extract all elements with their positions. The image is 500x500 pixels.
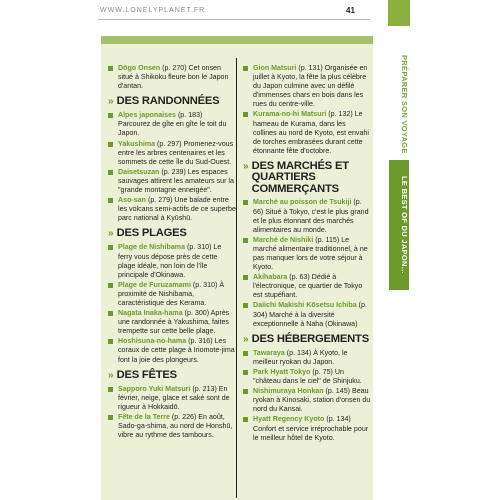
item-name: Alpes japonaises <box>118 111 176 120</box>
item-description: (p. 316) Les coraux de cette plage à Iriomote-jima font la joie des plongeurs. <box>118 337 235 364</box>
section-title: DES FÊTES <box>116 368 177 381</box>
item-description: (p. 279) Une balade entre les volcans semi-actifs de ce superbe parc national à Kyūshū. <box>118 196 236 223</box>
section-title: DES RANDONNÉES <box>116 95 220 108</box>
square-bullet-icon <box>108 245 113 250</box>
list-item <box>243 273 371 300</box>
list-item <box>108 413 236 440</box>
item-name: Aso-san <box>118 196 146 205</box>
header-divider <box>98 19 370 20</box>
sidebar-label-preparer: PRÉPARER SON VOYAGE <box>400 55 409 154</box>
item-name: Nagata Inaka-hama <box>118 309 183 318</box>
item-name: Park Hyatt Tokyo <box>253 367 311 376</box>
list-item <box>108 140 236 167</box>
item-name: Hyatt Regency Kyoto <box>253 415 325 424</box>
square-bullet-icon <box>243 275 248 280</box>
double-chevron-icon: » <box>108 96 114 108</box>
column-divider <box>236 58 237 498</box>
square-bullet-icon <box>108 142 113 147</box>
square-bullet-icon <box>108 339 113 344</box>
item-description: (p. 132) Le hameau de Kurama, dans les collines au nord de Kyoto, est envahi de torches embrasées durant cette étonnante fête d'octobre. <box>253 110 369 155</box>
double-chevron-icon: » <box>243 333 249 345</box>
page-number: 41 <box>346 6 355 15</box>
square-bullet-icon <box>243 303 248 308</box>
square-bullet-icon <box>108 198 113 203</box>
item-description: (p. 310) À proximité de Nishibama, caractéristique des Kerama. <box>118 280 225 307</box>
item-description: (p. 304) Marché à la diversité exceptionnelle à Naha (Okinawa) <box>253 301 367 328</box>
list-item <box>108 196 236 223</box>
list-item <box>108 243 236 279</box>
item-description: (p. 300) Après une randonnée à Yakushima, faites trempette sur cette belle plage. <box>118 309 230 336</box>
item-name: Gion Matsuri <box>253 64 297 72</box>
list-item <box>108 385 236 412</box>
list-item <box>243 301 371 328</box>
list-item <box>108 64 236 91</box>
item-name: Hoshisuna-no-hama <box>118 337 187 346</box>
item-description: (p. 115) Le marché alimentaire traditionnel, à ne pas manquer lors de votre séjour à Kyoto. <box>253 235 368 272</box>
square-bullet-icon <box>108 283 113 288</box>
item-name: Nishimuraya Honkan <box>253 387 324 396</box>
item-description: (p. 213) En février, neige, glace et saké sont de rigueur à Hokkaidō. <box>118 384 230 411</box>
list-item <box>243 349 371 367</box>
site-url: WWW.LONELYPLANET.FR <box>100 7 206 14</box>
item-name: Akihabara <box>253 273 288 282</box>
item-description: (p. 183) Parcourez de gîte en gîte le toit du Japon. <box>118 111 227 138</box>
section-heading-des-randonnees <box>108 96 236 108</box>
item-name: Fête de la Terre <box>118 412 170 421</box>
item-description: (p. 297) Promenez-vous entre les arbres centenaires et les sommets de cette île du Sud-Ouest. <box>118 139 234 166</box>
double-chevron-icon: » <box>108 228 114 240</box>
list-item <box>108 281 236 308</box>
square-bullet-icon <box>243 351 248 356</box>
item-description: (p. 66) Situé à Tokyo, c'est le plus grand et le plus étonnant des marchés alimentaires au monde. <box>253 198 369 234</box>
list-item <box>243 387 371 414</box>
item-name: Daiichi Makishi Kōsetsu Ichiba <box>253 301 357 310</box>
square-bullet-icon <box>243 200 248 205</box>
item-description: (p. 131) Organisée en juillet à Kyoto, la fête la plus célèbre du Japon culmine avec un défilé d'immenses chars en bois dans les rues du centre-ville. <box>253 64 368 109</box>
square-bullet-icon <box>243 112 248 117</box>
list-item <box>243 110 371 155</box>
square-bullet-icon <box>108 387 113 392</box>
left-column <box>108 64 236 441</box>
square-bullet-icon <box>108 170 113 175</box>
item-description: (p. 63) Dédié à l'électronique, ce quartier de Tokyo est stupéfiant. <box>253 273 363 300</box>
square-bullet-icon <box>243 238 248 243</box>
section-heading-des-hebergements <box>243 334 371 346</box>
item-description: (p. 239) Les espaces sauvages attirent les amateurs sur la "grande montagne enneigée". <box>118 167 234 195</box>
section-title: DES PLAGES <box>116 227 187 240</box>
section-heading-des-marches-et-quartiers-commercants <box>243 161 371 196</box>
double-chevron-icon: » <box>243 160 249 172</box>
item-description: (p. 145) Beau ryokan à Kinosaki, station d'onsen du nord du Kansai. <box>253 387 371 414</box>
item-name: Sapporo Yuki Matsuri <box>118 384 191 393</box>
item-name: Tawaraya <box>253 348 285 357</box>
item-name: Marché au poisson de Tsukiji <box>253 198 352 207</box>
item-description: (p. 75) Un "château dans le ciel" de Shinjuku. <box>253 367 362 386</box>
list-item <box>243 64 371 109</box>
double-chevron-icon: » <box>108 369 114 381</box>
sidebar-top-strip <box>388 0 410 26</box>
square-bullet-icon <box>108 66 113 71</box>
item-description: (p. 134) À Kyoto, le meilleur ryokan du Japon. <box>253 348 348 366</box>
item-description: (p. 270) Cet onsen situé à Shikoku fleure bon le Japon d'antan. <box>118 64 229 91</box>
list-item <box>108 168 236 195</box>
item-name: Plage de Nishibama <box>118 243 186 252</box>
item-name: Dōgo Onsen <box>118 64 161 72</box>
list-item <box>108 309 236 336</box>
list-item <box>243 415 371 442</box>
square-bullet-icon <box>243 389 248 394</box>
item-name: Kurama-no-hi Matsuri <box>253 110 327 119</box>
list-item <box>108 111 236 138</box>
item-name: Plage de Furuzamami <box>118 280 191 289</box>
list-item <box>243 368 371 386</box>
square-bullet-icon <box>108 113 113 118</box>
square-bullet-icon <box>243 417 248 422</box>
list-item <box>243 198 371 234</box>
section-heading-des-plages <box>108 228 236 240</box>
square-bullet-icon <box>108 415 113 420</box>
square-bullet-icon <box>243 66 248 71</box>
square-bullet-icon <box>108 311 113 316</box>
item-description: (p. 226) En août, Sado-ga-shima, au nord de Honshū, vibre au rythme des tambours. <box>118 412 233 440</box>
item-name: Daisetsuzan <box>118 167 160 176</box>
section-title: DES MARCHÉS ET QUARTIERS COMMERÇANTS <box>251 159 349 195</box>
item-name: Yakushima <box>118 139 156 148</box>
section-heading-des-fetes <box>108 370 236 382</box>
list-item <box>243 236 371 272</box>
right-column <box>243 64 371 444</box>
item-description: (p. 310) Le ferry vous dépose près de cette plage idéale, non loin de l'île principale d'Okinawa. <box>118 243 222 279</box>
panel-top-band <box>101 36 373 44</box>
section-title: DES HÉBERGEMENTS <box>251 332 369 345</box>
item-name: Marché de Nishiki <box>253 235 314 244</box>
sidebar-label-best-of: LE BEST OF DU JAPON... <box>389 160 409 290</box>
square-bullet-icon <box>243 370 248 375</box>
item-description: (p. 134) Confort et service irréprochable pour le meilleur hôtel de Kyoto. <box>253 415 369 442</box>
list-item <box>108 337 236 364</box>
